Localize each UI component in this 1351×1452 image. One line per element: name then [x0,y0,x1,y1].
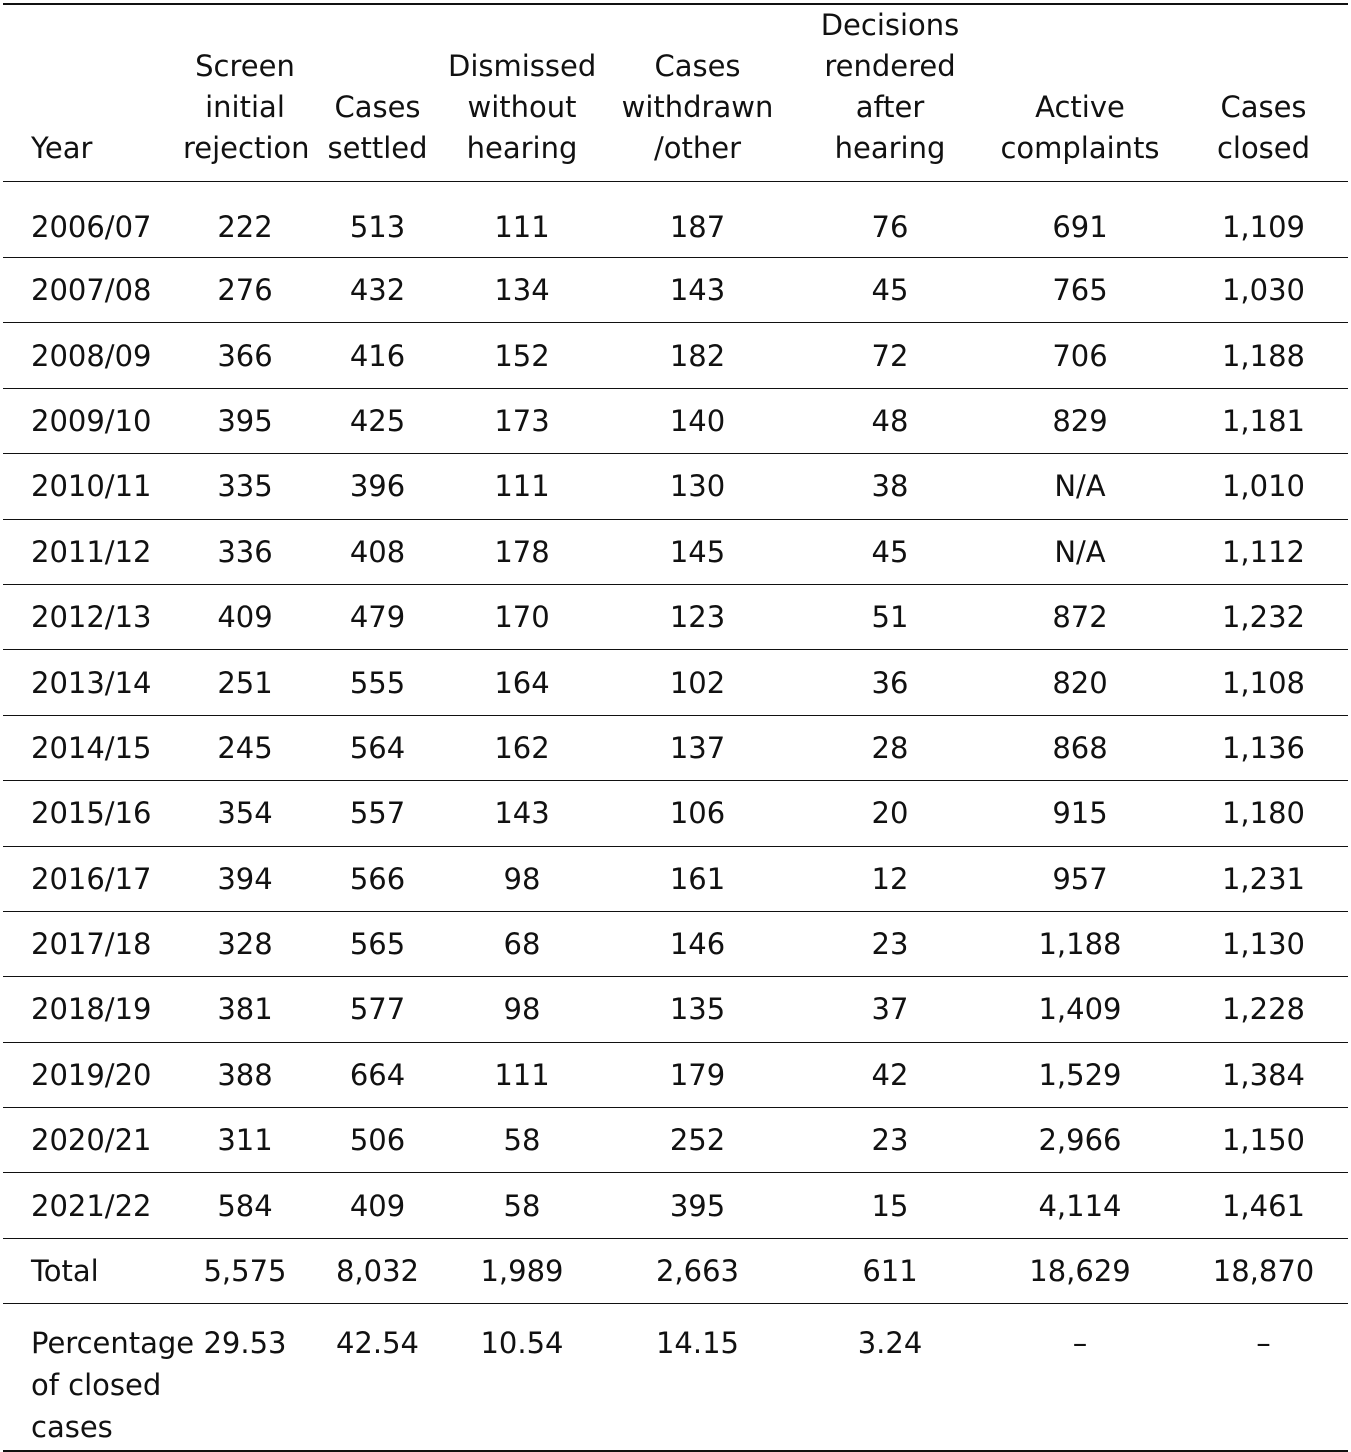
table-row [3,1042,1348,1107]
header-line: complaints [1000,131,1160,165]
row-value-cell: 137 [596,715,799,780]
header-line: Active [1035,90,1125,124]
total-value-cell: 611 [799,1238,981,1303]
percentage-label-line: of closed [31,1367,162,1402]
table-row [3,323,1348,388]
table-row [3,1173,1348,1238]
header-dismissed-without-hearing [448,4,596,182]
row-value-cell: 506 [307,1108,448,1173]
row-value-cell: 566 [307,846,448,911]
row-value-cell: 2,966 [981,1108,1179,1173]
header-cases-withdrawn-other [596,4,799,182]
row-value-cell: 1,180 [1179,781,1348,846]
header-active-complaints [981,4,1179,182]
percentage-label-line: Percentage [31,1325,195,1360]
row-year-cell: 2011/12 [3,519,183,584]
header-line: after hearing [834,90,946,165]
row-value-cell: 328 [183,911,307,976]
table-row [3,584,1348,649]
table-row [3,1108,1348,1173]
header-line: Decisions [820,8,960,42]
header-line: Dismissed [448,49,597,83]
percentage-label-cell [3,1303,195,1451]
row-year-cell: 2013/14 [3,650,183,715]
row-value-cell: 42 [799,1042,981,1107]
row-value-cell: 37 [799,977,981,1042]
header-year: Year [3,4,183,182]
row-value-cell: 1,188 [981,911,1179,976]
row-value-cell: 173 [448,388,596,453]
row-value-cell: 381 [183,977,307,1042]
table-row [3,911,1348,976]
header-cases-closed [1179,4,1348,182]
row-value-cell: 565 [307,911,448,976]
row-value-cell: 187 [596,182,799,258]
total-value-cell: 18,870 [1179,1238,1348,1303]
row-value-cell: 872 [981,584,1179,649]
row-value-cell: 1,109 [1179,182,1348,258]
row-value-cell: 170 [448,584,596,649]
row-value-cell: 311 [183,1108,307,1173]
percentage-value-cell: 3.24 [799,1303,981,1451]
row-value-cell: N/A [981,519,1179,584]
table-row [3,454,1348,519]
row-value-cell: 4,114 [981,1173,1179,1238]
row-value-cell: 416 [307,323,448,388]
row-value-cell: 557 [307,781,448,846]
row-value-cell: 130 [596,454,799,519]
row-value-cell: 111 [448,182,596,258]
table-header [3,4,1348,182]
row-value-cell: 135 [596,977,799,1042]
row-value-cell: 829 [981,388,1179,453]
row-value-cell: 45 [799,519,981,584]
row-value-cell: 354 [183,781,307,846]
row-value-cell: 479 [307,584,448,649]
row-value-cell: 12 [799,846,981,911]
row-value-cell: 23 [799,911,981,976]
row-value-cell: 164 [448,650,596,715]
row-value-cell: 394 [183,846,307,911]
header-line: /other [653,131,742,165]
row-value-cell: 106 [596,781,799,846]
row-value-cell: 98 [448,846,596,911]
row-value-cell: 51 [799,584,981,649]
row-year-cell: 2015/16 [3,781,183,846]
row-value-cell: 1,409 [981,977,1179,1042]
row-value-cell: 335 [183,454,307,519]
percentage-value-cell: 10.54 [448,1303,596,1451]
row-year-cell: 2016/17 [3,846,183,911]
row-value-cell: 765 [981,258,1179,323]
row-value-cell: 336 [183,519,307,584]
row-value-cell: 395 [183,388,307,453]
header-line: Screen [195,49,295,83]
row-value-cell: 222 [183,182,307,258]
row-value-cell: 513 [307,182,448,258]
row-year-cell: 2010/11 [3,454,183,519]
row-year-cell: 2019/20 [3,1042,183,1107]
row-value-cell: 276 [183,258,307,323]
row-value-cell: 820 [981,650,1179,715]
row-value-cell: 68 [448,911,596,976]
row-value-cell: 251 [183,650,307,715]
row-value-cell: 245 [183,715,307,780]
row-value-cell: 143 [596,258,799,323]
row-year-cell: 2018/19 [3,977,183,1042]
table-body [3,182,1348,1452]
row-year-cell: 2017/18 [3,911,183,976]
header-line: withdrawn [621,90,774,124]
row-value-cell: 1,231 [1179,846,1348,911]
row-value-cell: 123 [596,584,799,649]
row-value-cell: 555 [307,650,448,715]
row-value-cell: 425 [307,388,448,453]
row-value-cell: 111 [448,1042,596,1107]
row-value-cell: 20 [799,781,981,846]
row-value-cell: 1,030 [1179,258,1348,323]
row-value-cell: 577 [307,977,448,1042]
total-value-cell: 5,575 [183,1238,307,1303]
row-year-cell: 2008/09 [3,323,183,388]
header-line: rejection [183,131,310,165]
row-value-cell: N/A [981,454,1179,519]
row-value-cell: 145 [596,519,799,584]
row-value-cell: 409 [307,1173,448,1238]
row-value-cell: 23 [799,1108,981,1173]
row-value-cell: 1,188 [1179,323,1348,388]
total-row [3,1238,1348,1303]
header-screen-initial-rejection [183,4,310,182]
row-value-cell: 111 [448,454,596,519]
table-row [3,781,1348,846]
total-value-cell: 8,032 [307,1238,448,1303]
header-decisions-rendered [799,4,981,182]
row-value-cell: 36 [799,650,981,715]
percentage-row [3,1303,1348,1451]
row-value-cell: 102 [596,650,799,715]
table-row [3,715,1348,780]
row-value-cell: 957 [981,846,1179,911]
row-value-cell: 1,232 [1179,584,1348,649]
row-value-cell: 1,150 [1179,1108,1348,1173]
row-year-cell: 2006/07 [3,182,183,258]
row-value-cell: 1,384 [1179,1042,1348,1107]
table-row [3,182,1348,258]
row-value-cell: 584 [183,1173,307,1238]
table-row [3,388,1348,453]
row-value-cell: 868 [981,715,1179,780]
header-line: settled [327,131,428,165]
row-value-cell: 38 [799,454,981,519]
row-value-cell: 152 [448,323,596,388]
row-value-cell: 388 [183,1042,307,1107]
row-value-cell: 1,228 [1179,977,1348,1042]
row-year-cell: 2012/13 [3,584,183,649]
percentage-value-cell: 14.15 [596,1303,799,1451]
row-value-cell: 432 [307,258,448,323]
total-value-cell: 18,629 [981,1238,1179,1303]
header-line: closed [1216,131,1311,165]
row-value-cell: 179 [596,1042,799,1107]
row-value-cell: 396 [307,454,448,519]
header-cases-settled [307,4,448,182]
percentage-value-cell: 42.54 [307,1303,448,1451]
row-value-cell: 72 [799,323,981,388]
row-year-cell: 2009/10 [3,388,183,453]
row-year-cell: 2021/22 [3,1173,183,1238]
row-value-cell: 45 [799,258,981,323]
row-value-cell: 58 [448,1173,596,1238]
total-value-cell: 2,663 [596,1238,799,1303]
row-value-cell: 252 [596,1108,799,1173]
row-value-cell: 664 [307,1042,448,1107]
row-value-cell: 915 [981,781,1179,846]
row-value-cell: 706 [981,323,1179,388]
header-line: initial [205,90,285,124]
row-value-cell: 1,112 [1179,519,1348,584]
table-row [3,977,1348,1042]
row-value-cell: 178 [448,519,596,584]
row-value-cell: 140 [596,388,799,453]
row-value-cell: 395 [596,1173,799,1238]
row-value-cell: 143 [448,781,596,846]
row-value-cell: 58 [448,1108,596,1173]
table-row [3,846,1348,911]
header-line: without [467,90,577,124]
row-value-cell: 161 [596,846,799,911]
table-row [3,258,1348,323]
total-label-cell: Total [3,1238,183,1303]
row-year-cell: 2014/15 [3,715,183,780]
row-value-cell: 1,130 [1179,911,1348,976]
header-line: hearing [466,131,578,165]
row-value-cell: 98 [448,977,596,1042]
row-value-cell: 146 [596,911,799,976]
header-line: rendered [824,49,956,83]
row-value-cell: 1,010 [1179,454,1348,519]
percentage-value-cell: – [981,1303,1179,1451]
row-value-cell: 691 [981,182,1179,258]
row-value-cell: 182 [596,323,799,388]
table-row [3,519,1348,584]
row-value-cell: 366 [183,323,307,388]
row-value-cell: 408 [307,519,448,584]
row-value-cell: 1,108 [1179,650,1348,715]
row-value-cell: 1,529 [981,1042,1179,1107]
table-row [3,650,1348,715]
header-line: Cases [1220,90,1307,124]
row-value-cell: 28 [799,715,981,780]
row-year-cell: 2007/08 [3,258,183,323]
row-value-cell: 134 [448,258,596,323]
row-value-cell: 1,181 [1179,388,1348,453]
header-line: Cases [654,49,741,83]
row-value-cell: 1,136 [1179,715,1348,780]
row-value-cell: 15 [799,1173,981,1238]
closed-cases-table [3,3,1348,1452]
row-value-cell: 76 [799,182,981,258]
header-line: Cases [334,90,421,124]
row-value-cell: 564 [307,715,448,780]
row-value-cell: 1,461 [1179,1173,1348,1238]
row-value-cell: 162 [448,715,596,780]
total-value-cell: 1,989 [448,1238,596,1303]
percentage-value-cell: – [1179,1303,1348,1451]
row-value-cell: 409 [183,584,307,649]
row-year-cell: 2020/21 [3,1108,183,1173]
row-value-cell: 48 [799,388,981,453]
percentage-value-cell: 29.53 [183,1303,307,1451]
percentage-label-line: cases [31,1409,113,1444]
